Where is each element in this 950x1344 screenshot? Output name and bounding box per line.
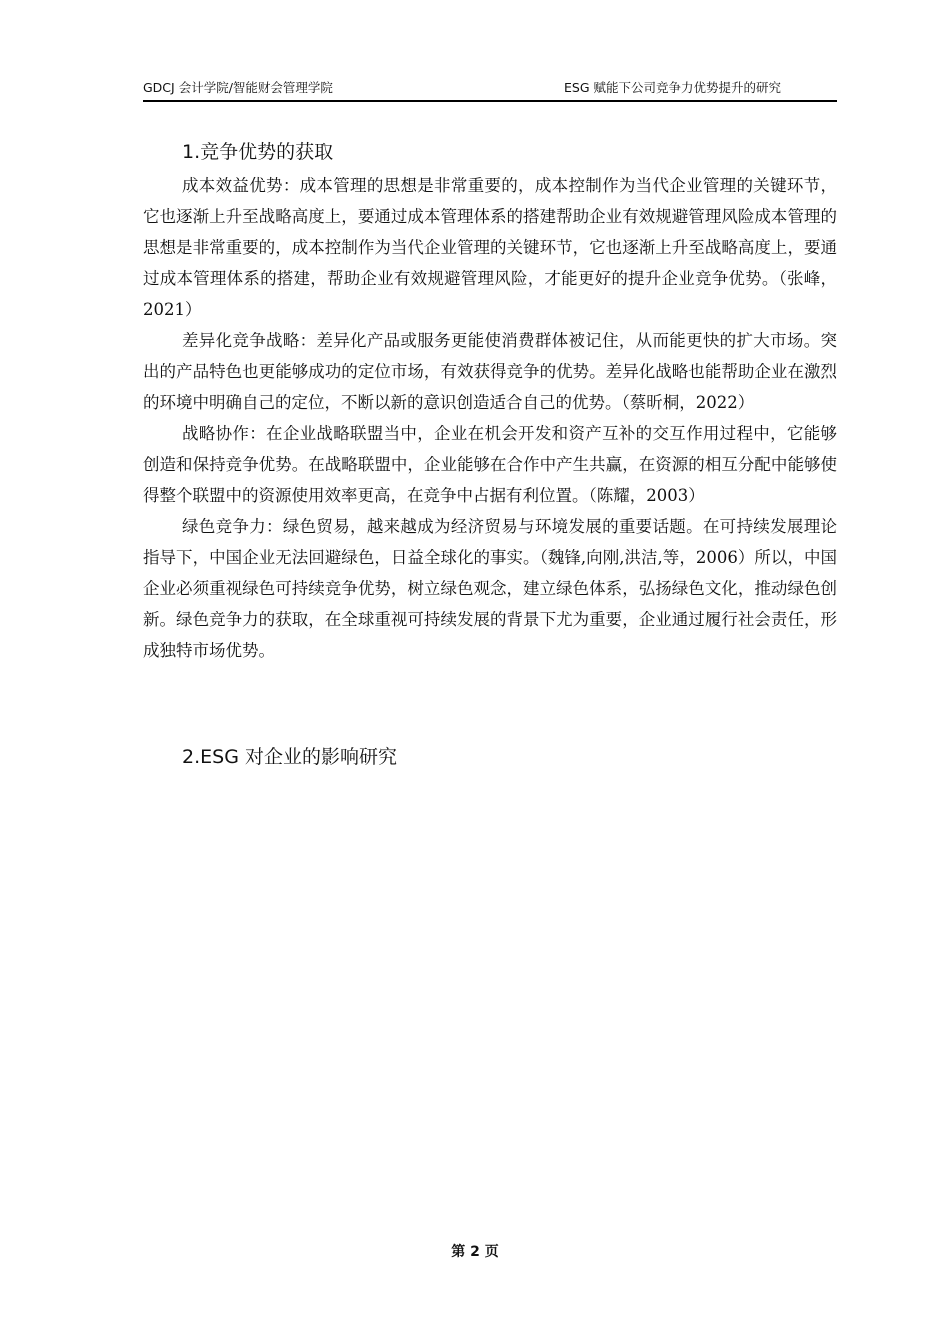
paragraph-strategic-collaboration: 战略协作：在企业战略联盟当中，企业在机会开发和资产互补的交互作用过程中，它能够创造和保持竞争优势。在战略联盟中，企业能够在合作中产生共赢，在资源的相互分配中能够使得整个联盟中的资源使用效率更高，在竞争中占据有利位置。（陈耀，2003） [143,424,837,505]
header-thesis-title: ESG 赋能下公司竞争力优势提升的研究 [564,80,781,95]
paragraph-differentiation: 差异化竞争战略：差异化产品或服务更能使消费群体被记住，从而能更快的扩大市场。突出的产品特色也更能够成功的定位市场，有效获得竞争的优势。差异化战略也能帮助企业在激烈的环境中明确自己的定位，不断以新的意识创造适合自己的优势。（蔡昕桐，2022） [143,331,837,412]
section-heading-competitive-advantage: 1.竞争优势的获取 [182,141,334,163]
body-text [143,170,837,666]
paragraph-cost-benefit: 成本效益优势：成本管理的思想是非常重要的，成本控制作为当代企业管理的关键环节，它也逐渐上升至战略高度上，要通过成本管理体系的搭建帮助企业有效规避管理风险成本管理的思想是非常重要的，成本控制作为当代企业管理的关键环节，它也逐渐上升至战略高度上，要通过成本管理体系的搭建，帮助企业有效规避管理风险，才能更好的提升企业竞争优势。（张峰，2021） [143,176,837,319]
page-header [143,78,837,102]
section-heading-esg-impact: 2.ESG 对企业的影响研究 [182,746,397,768]
paragraph-green-competitiveness: 绿色竞争力：绿色贸易，越来越成为经济贸易与环境发展的重要话题。在可持续发展理论指导下，中国企业无法回避绿色，日益全球化的事实。（魏锋,向刚,洪洁,等，2006）所以，中国企业必须重视绿色可持续竞争优势，树立绿色观念，建立绿色体系，弘扬绿色文化，推动绿色创新。绿色竞争力的获取，在全球重视可持续发展的背景下尤为重要，企业通过履行社会责任，形成独特市场优势。 [143,517,837,660]
page-number: 第 2 页 [451,1244,499,1260]
header-institution: GDCJ 会计学院/智能财会管理学院 [143,80,333,95]
